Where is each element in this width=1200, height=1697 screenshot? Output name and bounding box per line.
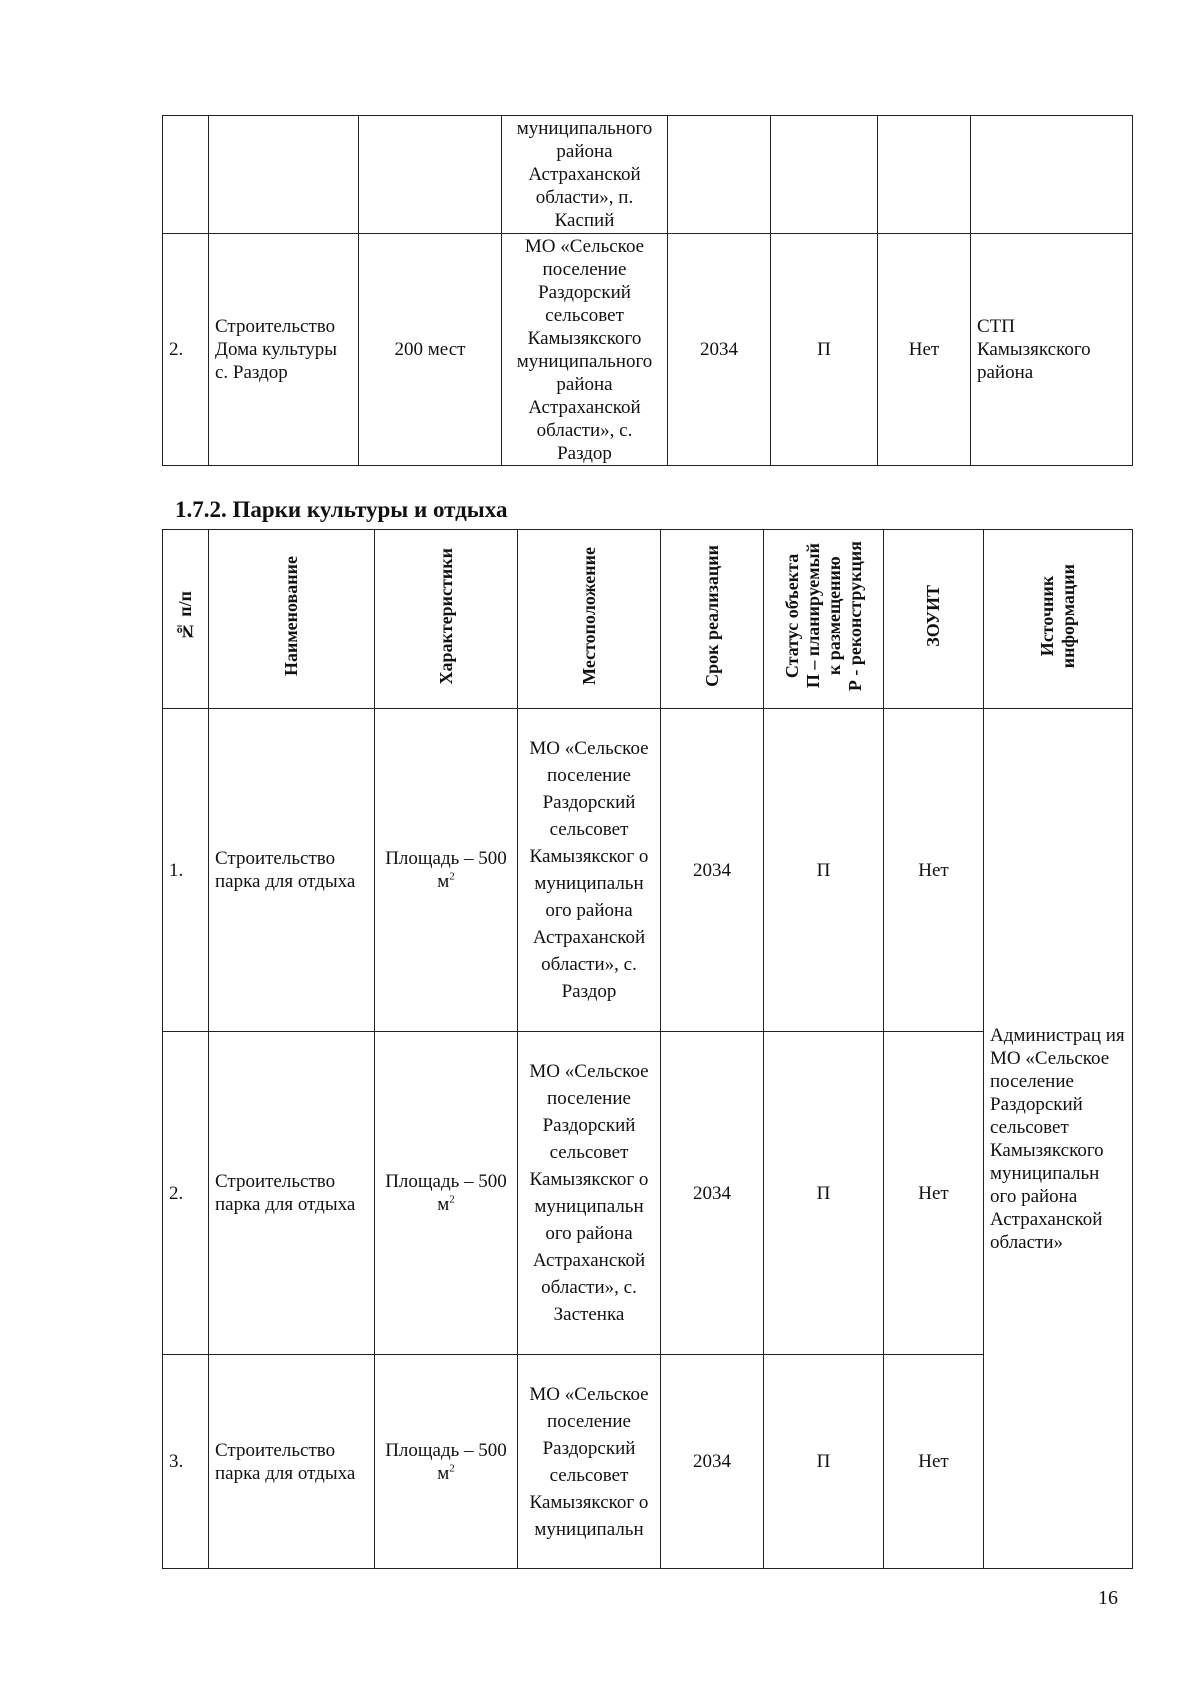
cell-location: МО «Сельское поселение Раздорский сельсовет Камызякског о муниципальн [518, 1355, 661, 1569]
header-num: № п/п [163, 530, 209, 709]
cell-num: 2. [163, 1032, 209, 1355]
cell-status: П [771, 234, 878, 466]
table-row [163, 116, 1133, 234]
header-term: Срок реализации [661, 530, 764, 709]
cell-characteristics [375, 709, 518, 1032]
cell-name: Строительство парка для отдыха [209, 709, 375, 1032]
cell-zouit: Нет [884, 709, 984, 1032]
section-heading: 1.7.2. Парки культуры и отдыха [175, 497, 508, 522]
cell-source [971, 116, 1133, 234]
table-row [163, 234, 1133, 466]
cell-characteristics [359, 116, 502, 234]
cell-status: П [764, 1355, 884, 1569]
cell-status: П [764, 709, 884, 1032]
table-row [163, 709, 1133, 1032]
header-source: Источник информации [984, 530, 1133, 709]
cell-zouit: Нет [884, 1355, 984, 1569]
cell-status [771, 116, 878, 234]
table-parks [162, 529, 1133, 1569]
table-construction-continued [162, 115, 1133, 466]
cell-characteristics [375, 1032, 518, 1355]
cell-source-merged: Администрац ия МО «Сельское поселение Раздорский сельсовет Камызякского муниципальн ого района Астраханской области» [984, 709, 1133, 1569]
table-header-row [163, 530, 1133, 709]
cell-zouit: Нет [884, 1032, 984, 1355]
header-status: Статус объекта П – планируемый к размещению Р - реконструкция [764, 530, 884, 709]
cell-term: 2034 [668, 234, 771, 466]
cell-source: СТП Камызякского района [971, 234, 1133, 466]
cell-name [209, 116, 359, 234]
header-name: Наименование [209, 530, 375, 709]
unit-superscript: 2 [449, 1462, 455, 1475]
unit-superscript: 2 [449, 1193, 455, 1206]
cell-num: 3. [163, 1355, 209, 1569]
cell-name: Строительство парка для отдыха [209, 1355, 375, 1569]
characteristics-text: Площадь – 500 м [385, 1439, 507, 1484]
cell-num: 2. [163, 234, 209, 466]
cell-name: Строительство парка для отдыха [209, 1032, 375, 1355]
cell-term: 2034 [661, 1032, 764, 1355]
cell-location: МО «Сельское поселение Раздорский сельсовет Камызякског о муниципальн ого района Астраханской области», с. Застенка [518, 1032, 661, 1355]
cell-term [668, 116, 771, 234]
cell-num: 1. [163, 709, 209, 1032]
unit-superscript: 2 [449, 870, 455, 883]
cell-zouit: Нет [878, 234, 971, 466]
characteristics-text: Площадь – 500 м [385, 848, 507, 892]
cell-location: МО «Сельское поселение Раздорский сельсовет Камызякског о муниципальн ого района Астраханской области», с. Раздор [518, 709, 661, 1032]
page-number: 16 [1098, 1587, 1118, 1609]
header-characteristics: Характеристики [375, 530, 518, 709]
characteristics-text: Площадь – 500 м [385, 1171, 507, 1215]
cell-location: муниципального района Астраханской области», п. Каспий [502, 116, 668, 234]
cell-characteristics: 200 мест [359, 234, 502, 466]
cell-location: МО «Сельское поселение Раздорский сельсовет Камызякского муниципального района Астраханской области», с. Раздор [502, 234, 668, 466]
header-zouit: ЗОУИТ [884, 530, 984, 709]
cell-status: П [764, 1032, 884, 1355]
header-location: Местоположение [518, 530, 661, 709]
cell-name: Строительство Дома культуры с. Раздор [209, 234, 359, 466]
cell-term: 2034 [661, 709, 764, 1032]
cell-zouit [878, 116, 971, 234]
cell-characteristics [375, 1355, 518, 1569]
cell-term: 2034 [661, 1355, 764, 1569]
cell-num [163, 116, 209, 234]
